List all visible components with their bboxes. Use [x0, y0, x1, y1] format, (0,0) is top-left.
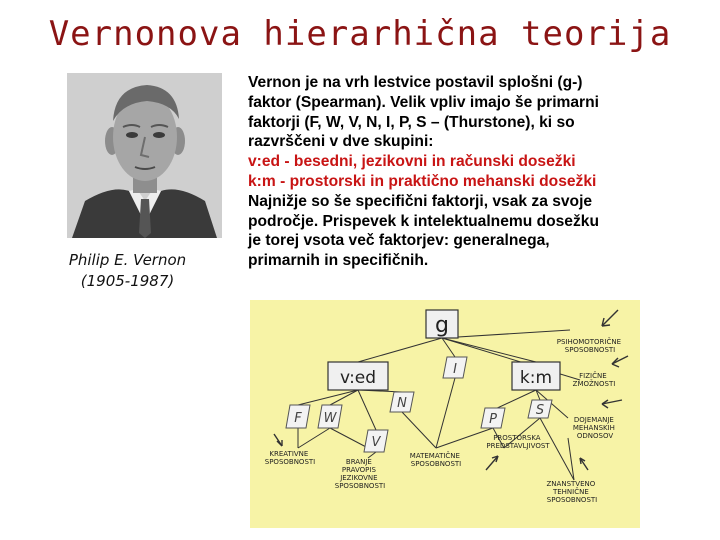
- caption-years: (1905-1987): [80, 272, 175, 290]
- label-kreativne: KREATIVNE SPOSOBNOSTI: [264, 450, 316, 466]
- label-branje: BRANJE PRAVOPIS JEZIKOVNE SPOSOBNOSTI: [334, 458, 386, 490]
- body-line: primarnih in specifičnih.: [248, 252, 429, 270]
- factor-i-label: I: [453, 362, 457, 377]
- label-matematicne: MATEMATIČNE SPOSOBNOSTI: [409, 452, 462, 468]
- label-psihomotoricne: PSIHOMOTORIČNE SPOSOBNOSTI: [556, 338, 622, 354]
- diagram-g-label: g: [435, 313, 449, 338]
- diagram-km-label: k:m: [519, 368, 553, 388]
- label-fizicne: FIZIČNE ZMOŽNOSTI: [572, 372, 616, 388]
- body-line: razvrščeni v dve skupini:: [248, 133, 434, 151]
- body-line: Vernon je na vrh lestvice postavil splošni (g-): [248, 74, 583, 91]
- body-text: [248, 73, 710, 271]
- caption-name: Philip E. Vernon: [68, 251, 187, 269]
- factor-v-label: V: [371, 435, 381, 450]
- body-line: Najnižje so še specifični faktorji, vsak za svoje: [248, 192, 593, 210]
- photo-caption: [40, 250, 215, 292]
- label-znanstveno: ZNANSTVENO TEHNIČNE SPOSOBNOSTI: [546, 480, 598, 504]
- hierarchy-diagram: [250, 300, 640, 528]
- portrait-photo: [67, 73, 222, 238]
- body-line: je torej vsota več faktorjev: generalnega,: [248, 232, 550, 250]
- slide-title: Vernonova hierarhična teorija: [48, 14, 672, 54]
- factor-p-label: P: [489, 412, 497, 427]
- label-dojemanje: DOJEMANJE MEHANSKIH ODNOSOV: [572, 416, 615, 440]
- factor-s-label: S: [535, 403, 545, 418]
- label-prostorska: PROSTORSKA PREDSTAVLJIVOST: [486, 434, 550, 450]
- body-line-km: k:m - prostorski in praktično mehanski dosežki: [248, 172, 597, 190]
- factor-w-label: W: [323, 411, 337, 426]
- diagram-ved-label: v:ed: [339, 368, 377, 388]
- factor-f-label: F: [294, 411, 302, 426]
- body-line: faktor (Spearman). Velik vpliv imajo še primarni: [248, 93, 599, 111]
- factor-n-label: N: [397, 396, 407, 411]
- body-line: področje. Prispevek k intelektualnemu dosežku: [248, 212, 599, 230]
- body-line: faktorji (F, W, V, N, I, P, S – (Thurstone), ki so: [248, 113, 575, 131]
- body-line-ved: v:ed - besedni, jezikovni in računski dosežki: [248, 153, 576, 171]
